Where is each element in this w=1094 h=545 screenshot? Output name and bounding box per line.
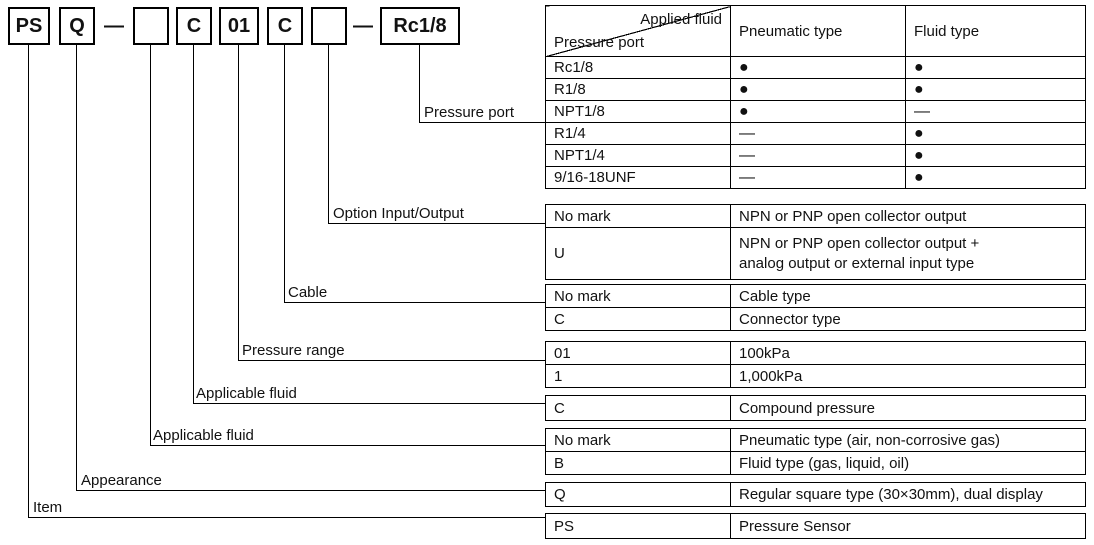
code-separator-dash-2: — — [353, 14, 373, 37]
cable-code: No mark — [546, 285, 731, 308]
item-pointer-label: Item — [33, 499, 63, 516]
cable-desc: Cable type — [731, 285, 1086, 308]
code-box-item: PS — [8, 7, 50, 45]
code-box-option — [311, 7, 347, 45]
pneumatic-mark: — — [731, 167, 906, 189]
table-row — [546, 483, 1086, 507]
port-code: Rc1/8 — [546, 57, 731, 79]
option-code: U — [546, 228, 731, 280]
connector-hline-option — [328, 223, 545, 224]
table-row — [546, 365, 1086, 388]
fluid-desc: Pneumatic type (air, non-corrosive gas) — [731, 429, 1086, 452]
connector-line-applicable-fluid — [150, 43, 151, 445]
option-pointer-label: Option Input/Output — [333, 205, 464, 222]
table-row — [546, 167, 1086, 189]
connector-line-option — [328, 43, 329, 223]
code-box-applicable-fluid-c: C — [176, 7, 212, 45]
table-row — [546, 79, 1086, 101]
fluid-c-desc: Compound pressure — [731, 396, 1086, 421]
item-table — [545, 513, 1086, 539]
connector-line-pressure-port — [419, 43, 420, 122]
fluid-mark: ● — [906, 57, 1086, 79]
table-row — [546, 285, 1086, 308]
fluid-mark: ● — [906, 145, 1086, 167]
port-code: R1/8 — [546, 79, 731, 101]
appearance-table — [545, 482, 1086, 507]
connector-hline-applicable-fluid — [150, 445, 545, 446]
code-box-pressure-range: 01 — [219, 7, 259, 45]
code-separator-dash: — — [104, 14, 124, 37]
table-row — [546, 101, 1086, 123]
pneumatic-mark: — — [731, 123, 906, 145]
fluid-mark: ● — [906, 123, 1086, 145]
range-desc: 100kPa — [731, 342, 1086, 365]
code-box-applicable-fluid — [133, 7, 169, 45]
pressure-range-pointer-label: Pressure range — [242, 342, 345, 359]
connector-hline-item — [28, 517, 545, 518]
code-box-cable: C — [267, 7, 303, 45]
appearance-code: Q — [546, 483, 731, 507]
fluid-mark: ● — [906, 79, 1086, 101]
port-code: NPT1/4 — [546, 145, 731, 167]
pneumatic-mark: ● — [731, 101, 906, 123]
pressure-port-pointer-label: Pressure port — [424, 104, 515, 121]
appearance-desc: Regular square type (30×30mm), dual display — [731, 483, 1086, 507]
code-box-appearance: Q — [59, 7, 95, 45]
connector-hline-fluid-c — [193, 403, 545, 404]
option-desc — [731, 228, 1086, 280]
pneumatic-mark: ● — [731, 57, 906, 79]
item-desc: Pressure Sensor — [731, 514, 1086, 539]
connector-hline-pressure-range — [238, 360, 545, 361]
applicable-fluid-c-table — [545, 395, 1086, 421]
code-box-pressure-port: Rc1/8 — [380, 7, 460, 45]
connector-hline-appearance — [76, 490, 545, 491]
applicable-fluid-pointer-label: Applicable fluid — [153, 427, 254, 444]
port-table-header-row — [546, 6, 1086, 57]
table-row — [546, 57, 1086, 79]
fluid-mark: ● — [906, 167, 1086, 189]
range-code: 1 — [546, 365, 731, 388]
connector-line-pressure-range — [238, 43, 239, 360]
connector-line-fluid-c — [193, 43, 194, 403]
option-code: No mark — [546, 205, 731, 228]
applicable-fluid-table — [545, 428, 1086, 475]
fluid-code: No mark — [546, 429, 731, 452]
appearance-pointer-label: Appearance — [81, 472, 162, 489]
table-row — [546, 145, 1086, 167]
port-code: R1/4 — [546, 123, 731, 145]
cable-pointer-label: Cable — [288, 284, 328, 301]
port-code: 9/16-18UNF — [546, 167, 731, 189]
pneumatic-mark: — — [731, 145, 906, 167]
connector-line-cable — [284, 43, 285, 302]
range-code: 01 — [546, 342, 731, 365]
option-desc-text: NPN or PNP open collector output + analog output or external input type — [739, 235, 980, 272]
table-row — [546, 228, 1086, 280]
item-code: PS — [546, 514, 731, 539]
table-row — [546, 429, 1086, 452]
connector-hline-cable — [284, 302, 545, 303]
port-code: NPT1/8 — [546, 101, 731, 123]
table-row — [546, 205, 1086, 228]
table-row — [546, 452, 1086, 475]
cable-table — [545, 284, 1086, 331]
pneumatic-type-header: Pneumatic type — [731, 6, 906, 57]
cable-code: C — [546, 308, 731, 331]
connector-line-appearance — [76, 43, 77, 490]
pressure-port-corner-label: Pressure port — [554, 34, 645, 51]
fluid-desc: Fluid type (gas, liquid, oil) — [731, 452, 1086, 475]
applied-fluid-corner-label: Applied fluid — [640, 11, 722, 28]
table-row — [546, 342, 1086, 365]
pressure-port-table — [545, 5, 1086, 189]
cable-desc: Connector type — [731, 308, 1086, 331]
option-table — [545, 204, 1086, 280]
option-desc: NPN or PNP open collector output — [731, 205, 1086, 228]
table-row — [546, 123, 1086, 145]
connector-line-item — [28, 43, 29, 517]
pneumatic-mark: ● — [731, 79, 906, 101]
pressure-range-table — [545, 341, 1086, 388]
fluid-code: B — [546, 452, 731, 475]
fluid-mark: — — [906, 101, 1086, 123]
table-row — [546, 514, 1086, 539]
applicable-fluid-c-pointer-label: Applicable fluid — [196, 385, 297, 402]
fluid-type-header: Fluid type — [906, 6, 1086, 57]
port-table-corner-cell — [546, 6, 731, 57]
table-row — [546, 308, 1086, 331]
table-row — [546, 396, 1086, 421]
range-desc: 1,000kPa — [731, 365, 1086, 388]
fluid-c-code: C — [546, 396, 731, 421]
connector-hline-pressure-port — [419, 122, 545, 123]
